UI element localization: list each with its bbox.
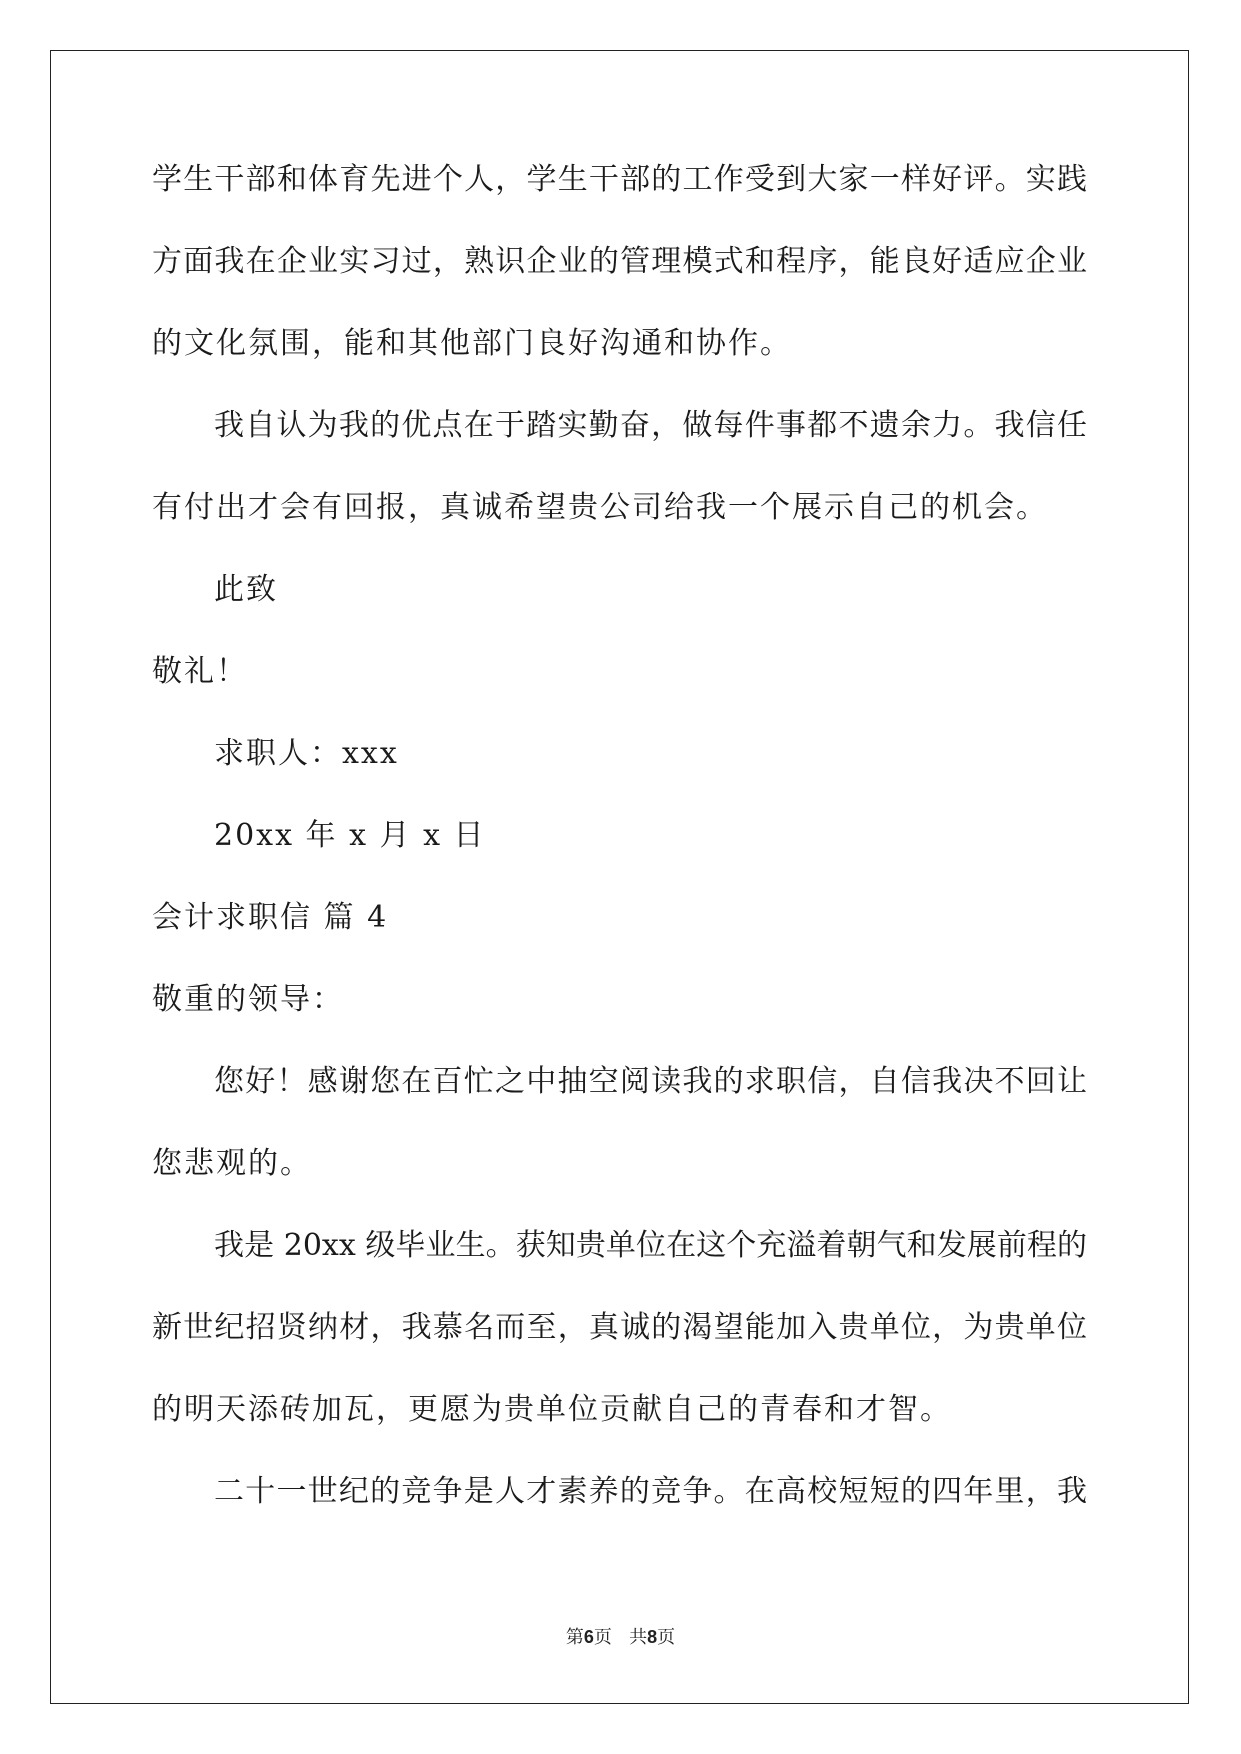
text-line: 的文化氛围，能和其他部门良好沟通和协作。 (152, 326, 792, 361)
current-page-number: 6 (583, 1627, 594, 1647)
text-line: 我是 20xx 级毕业生。获知贵单位在这个充溢着朝气和发展前程的 (214, 1228, 1087, 1263)
text-line: 您悲观的。 (152, 1146, 312, 1181)
text-line: 新世纪招贤纳材，我慕名而至，真诚的渴望能加入贵单位，为贵单位 (152, 1310, 1087, 1345)
document-body (152, 155, 1087, 1549)
footer-mid: 页 共 (593, 1627, 648, 1648)
text-line: 二十一世纪的竞争是人才素养的竞争。在高校短短的四年里，我 (214, 1474, 1087, 1509)
text-line: 方面我在企业实习过，熟识企业的管理模式和程序，能良好适应企业 (152, 244, 1087, 279)
text-line: 您好！感谢您在百忙之中抽空阅读我的求职信，自信我决不回让 (214, 1064, 1087, 1099)
page-footer (0, 1623, 1241, 1649)
text-line: 此致 (214, 572, 278, 607)
text-line: 的明天添砖加瓦，更愿为贵单位贡献自己的青春和才智。 (152, 1392, 952, 1427)
text-line: 学生干部和体育先进个人，学生干部的工作受到大家一样好评。实践 (152, 162, 1087, 197)
text-line: 有付出才会有回报，真诚希望贵公司给我一个展示自己的机会。 (152, 490, 1048, 525)
text-line: 20xx 年 x 月 x 日 (214, 818, 486, 853)
text-line: 会计求职信 篇 4 (152, 900, 389, 935)
text-line: 我自认为我的优点在于踏实勤奋，做每件事都不遗余力。我信任 (214, 408, 1087, 443)
footer-prefix: 第 (565, 1627, 584, 1648)
footer-suffix: 页 (657, 1627, 676, 1648)
text-line: 敬重的领导： (152, 982, 344, 1017)
text-line: 求职人：xxx (214, 736, 399, 771)
text-line: 敬礼！ (152, 654, 248, 689)
total-page-number: 8 (647, 1627, 658, 1647)
